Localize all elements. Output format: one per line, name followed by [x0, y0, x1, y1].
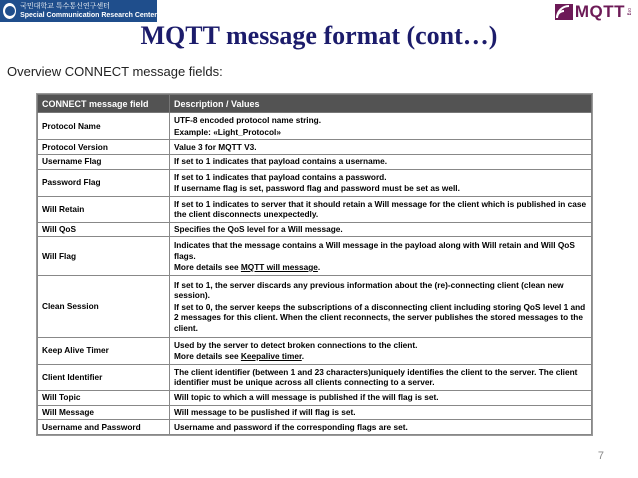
description-cell [170, 405, 592, 420]
table-row [38, 420, 592, 435]
description-line [174, 156, 587, 167]
description-line [174, 142, 587, 153]
description-line [174, 199, 587, 220]
description-line [174, 407, 587, 418]
university-korean-name: 국민대학교 특수통신연구센터 [20, 3, 110, 10]
description-cell [170, 420, 592, 435]
description-cell [170, 337, 592, 364]
description-cell [170, 169, 592, 196]
description-line [174, 351, 587, 362]
table-row [38, 113, 592, 140]
field-name-cell: Protocol Name [38, 113, 170, 140]
mqtt-logo-text: MQTT [574, 2, 625, 21]
description-cell [170, 237, 592, 276]
description-text: Indicates that the message contains a Will message in the payload along with Will retain and Will QoS flags. [174, 240, 575, 261]
table-row [38, 222, 592, 237]
field-name-cell: Clean Session [38, 276, 170, 337]
description-text: Used by the server to detect broken connections to the client. [174, 339, 418, 350]
research-center-name: Special Communication Research Center [20, 12, 157, 19]
description-text: If set to 1 indicates that payload contains a password. [174, 171, 387, 182]
description-cell [170, 196, 592, 222]
description-line [174, 240, 587, 261]
description-punctuation: . [317, 262, 321, 273]
description-text: If set to 1, the server discards any previous information about the (re)-connecting client (clean new session). [174, 279, 564, 301]
description-text: Will message to be puslished if will flag is set. [174, 407, 356, 418]
column-header-description: Description / Values [170, 95, 592, 113]
description-text: Specifies the QoS level for a Will message. [174, 224, 343, 235]
field-name-cell: Will Topic [38, 390, 170, 405]
description-text: More details see [174, 351, 241, 362]
university-logo [0, 0, 157, 22]
description-cell [170, 276, 592, 337]
mqtt-logo-org: org [626, 8, 632, 16]
description-text: UTF-8 encoded protocol name string. [174, 115, 322, 126]
description-cell [170, 113, 592, 140]
description-cell [170, 140, 592, 155]
description-line [174, 367, 587, 388]
slide-title: MQTT message format (cont…) [140, 21, 498, 50]
field-name-cell: Client Identifier [38, 364, 170, 390]
column-header-field: CONNECT message field [38, 95, 170, 113]
description-cell [170, 390, 592, 405]
description-line [174, 127, 587, 138]
field-name-cell: Password Flag [38, 169, 170, 196]
description-text: More details see [174, 262, 241, 273]
description-text: If set to 1 indicates to server that it should retain a Will message for the client which is published in case the client disconnects unexpectedly. [174, 198, 587, 220]
description-line [174, 340, 587, 351]
description-text: If set to 1 indicates that payload contains a username. [174, 156, 388, 167]
description-line [174, 224, 587, 235]
table-row [38, 169, 592, 196]
field-name-cell: Username Flag [38, 154, 170, 169]
page-number: 7 [597, 450, 604, 462]
description-line [174, 280, 587, 301]
field-name-cell: Keep Alive Timer [38, 337, 170, 364]
description-line [174, 172, 587, 183]
description-line [174, 392, 587, 403]
table-row [38, 237, 592, 276]
description-text: Example: «Light_Protocol» [174, 126, 281, 137]
table-row [38, 337, 592, 364]
field-name-cell: Protocol Version [38, 140, 170, 155]
field-name-cell: Will Retain [38, 196, 170, 222]
mqtt-logo [555, 2, 632, 22]
field-name-cell: Will QoS [38, 222, 170, 237]
table-row [38, 154, 592, 169]
table-row [38, 196, 592, 222]
table-row [38, 390, 592, 405]
description-line [174, 422, 587, 433]
field-name-cell: Will Message [38, 405, 170, 420]
description-text: Value 3 for MQTT V3. [174, 141, 257, 152]
description-text: Username and password if the corresponding flags are set. [174, 421, 408, 432]
slide-subtitle: Overview CONNECT message fields: [7, 64, 223, 79]
connect-fields-table [36, 93, 593, 436]
description-punctuation: . [301, 351, 305, 362]
description-line [174, 302, 587, 334]
table-header-row [38, 95, 592, 113]
university-seal-icon [3, 3, 16, 19]
description-text: The client identifier (between 1 and 23 characters)uniquely identifies the client to the server. The client identifier must be unique across all clients connecting to a server. [174, 366, 578, 388]
description-link[interactable]: Keepalive timer [240, 351, 302, 362]
table-row [38, 364, 592, 390]
description-line [174, 115, 587, 126]
description-line [174, 262, 587, 273]
description-link[interactable]: MQTT will message [240, 262, 318, 273]
description-text: If username flag is set, password flag and password must be set as well. [174, 183, 460, 194]
field-name-cell: Username and Password [38, 420, 170, 435]
description-line [174, 183, 587, 194]
field-name-cell: Will Flag [38, 237, 170, 276]
description-cell [170, 364, 592, 390]
table-row [38, 140, 592, 155]
mqtt-signal-icon [555, 4, 573, 20]
table-row [38, 276, 592, 337]
table-row [38, 405, 592, 420]
description-cell [170, 154, 592, 169]
description-cell [170, 222, 592, 237]
description-text: Will topic to which a will message is published if the will flag is set. [174, 392, 439, 403]
description-text: If set to 0, the server keeps the subscriptions of a disconnecting client including storing QoS level 1 and 2 messages for this client. When the client reconnects, the server publishes the stored messages to the client. [174, 301, 586, 333]
